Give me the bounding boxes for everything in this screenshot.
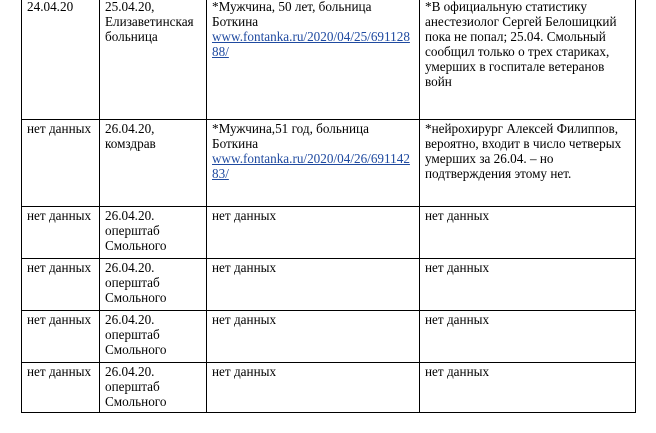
source-cell xyxy=(100,0,207,120)
source-text: 26.04.20, комздрав xyxy=(105,121,156,151)
case-text: *Мужчина,51 год, больница Боткина xyxy=(212,121,369,151)
deaths-table xyxy=(21,0,636,413)
source-cell xyxy=(100,120,207,207)
date-cell xyxy=(22,363,100,413)
case-text: *Мужчина, 50 лет, больница Боткина xyxy=(212,0,372,29)
source-text: 26.04.20. оперштаб Смольного xyxy=(105,364,167,409)
source-text: 26.04.20. оперштаб Смольного xyxy=(105,260,167,305)
note-cell xyxy=(420,311,636,363)
date-cell xyxy=(22,120,100,207)
case-link[interactable]: www.fontanka.ru/2020/04/26/69114283/ xyxy=(212,151,410,181)
note-text: *нейрохирург Алексей Филиппов, вероятно, входит в число четверых умерших за 26.04. – но подтверждения этому нет. xyxy=(425,121,622,181)
case-text: нет данных xyxy=(212,312,277,327)
case-cell xyxy=(207,207,420,259)
date-text: нет данных xyxy=(27,364,92,379)
case-link[interactable]: www.fontanka.ru/2020/04/25/69112888/ xyxy=(212,29,410,59)
date-cell xyxy=(22,0,100,120)
date-text: нет данных xyxy=(27,208,92,223)
date-text: нет данных xyxy=(27,312,92,327)
source-cell xyxy=(100,207,207,259)
note-text: нет данных xyxy=(425,260,490,275)
date-cell xyxy=(22,311,100,363)
table-row xyxy=(22,363,636,413)
note-cell xyxy=(420,120,636,207)
source-cell xyxy=(100,259,207,311)
date-cell xyxy=(22,259,100,311)
case-cell xyxy=(207,311,420,363)
case-cell xyxy=(207,259,420,311)
source-text: 25.04.20, Елизаветинская больница xyxy=(105,0,194,44)
source-text: 26.04.20. оперштаб Смольного xyxy=(105,208,167,253)
source-text: 26.04.20. оперштаб Смольного xyxy=(105,312,167,357)
table-row xyxy=(22,0,636,120)
note-cell xyxy=(420,259,636,311)
case-cell xyxy=(207,363,420,413)
table-row xyxy=(22,207,636,259)
note-cell xyxy=(420,207,636,259)
note-text: нет данных xyxy=(425,208,490,223)
table-row xyxy=(22,120,636,207)
case-cell xyxy=(207,0,420,120)
source-cell xyxy=(100,363,207,413)
source-cell xyxy=(100,311,207,363)
note-cell xyxy=(420,0,636,120)
date-text: нет данных xyxy=(27,260,92,275)
case-cell xyxy=(207,120,420,207)
note-text: нет данных xyxy=(425,312,490,327)
table-row xyxy=(22,259,636,311)
note-text: *В официальную статистику анестезиолог Сергей Белошицкий пока не попал; 25.04. Смольный сообщил только о трех стариках, умерших в госпитале ветеранов войн xyxy=(425,0,617,89)
date-text: нет данных xyxy=(27,121,92,136)
table-row xyxy=(22,311,636,363)
case-text: нет данных xyxy=(212,364,277,379)
note-text: нет данных xyxy=(425,364,490,379)
date-cell xyxy=(22,207,100,259)
case-text: нет данных xyxy=(212,208,277,223)
note-cell xyxy=(420,363,636,413)
case-text: нет данных xyxy=(212,260,277,275)
date-text: 24.04.20 xyxy=(27,0,74,14)
